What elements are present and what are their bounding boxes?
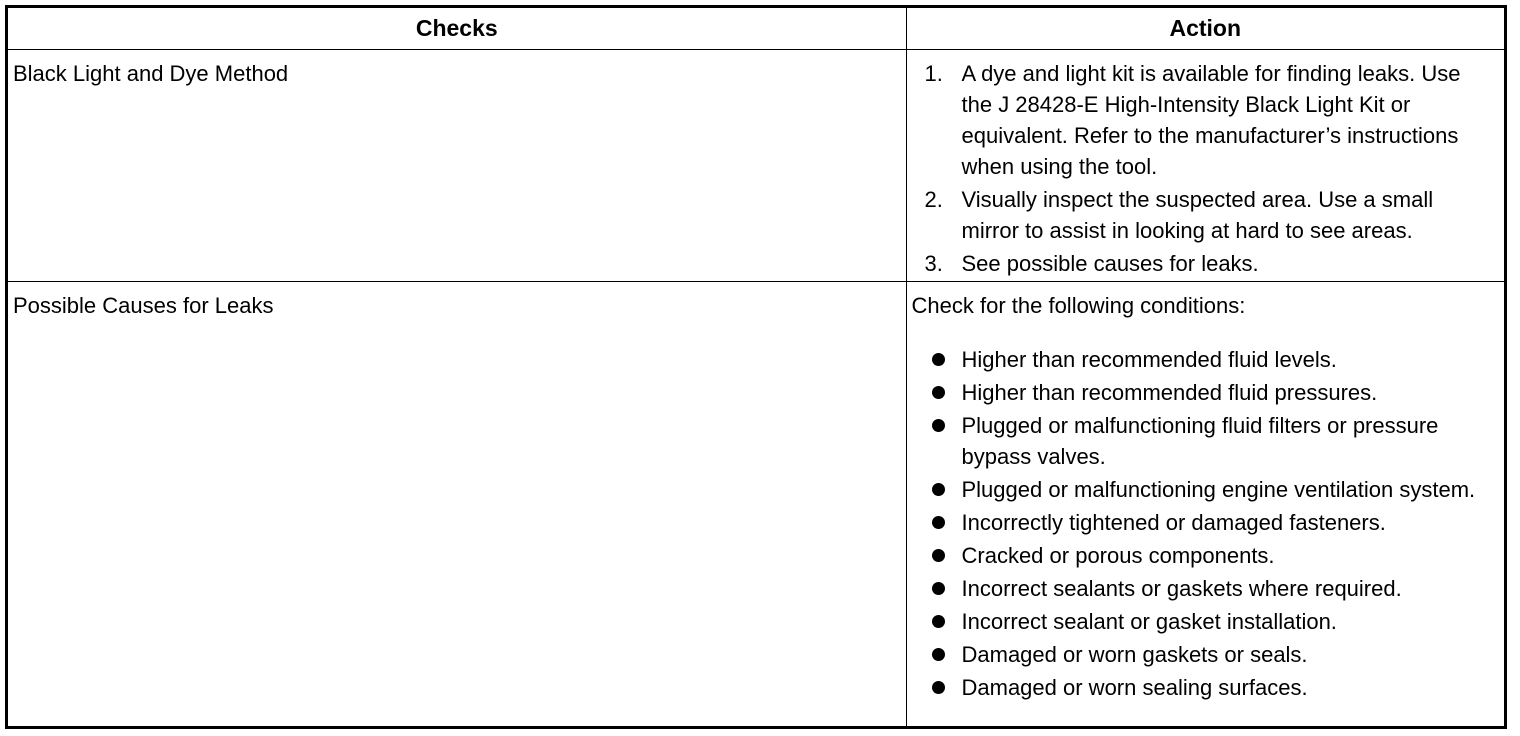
list-item: [912, 474, 1497, 505]
bullet-text: Damaged or worn sealing surfaces.: [961, 674, 1308, 700]
list-item: [912, 410, 1497, 472]
check-cell: [8, 49, 906, 281]
bullet-text: Plugged or malfunctioning engine ventilation system.: [961, 476, 1476, 502]
step-number: 3.: [924, 250, 943, 276]
step-text: A dye and light kit is available for finding leaks. Use the J 28428-E High-Intensity Black Light Kit or equivalent. Refer to the manufacturer’s instructions when using the tool.: [961, 60, 1461, 179]
table-row: [8, 281, 1504, 726]
bullet-text: Higher than recommended fluid pressures.: [961, 379, 1378, 405]
bullet-icon: [932, 681, 945, 694]
bullet-icon: [932, 648, 945, 661]
step-number: 2.: [924, 186, 943, 212]
list-item: [912, 248, 1497, 279]
list-item: [912, 606, 1497, 637]
list-item: [912, 58, 1497, 182]
bullet-icon: [932, 582, 945, 595]
bullet-icon: [932, 419, 945, 432]
bullet-text: Plugged or malfunctioning fluid filters or pressure bypass valves.: [961, 412, 1439, 469]
bullet-text: Incorrect sealant or gasket installation.: [961, 608, 1337, 634]
list-item: [912, 377, 1497, 408]
check-cell: [8, 281, 906, 726]
column-header-checks: Checks: [8, 8, 906, 49]
bullet-icon: [932, 549, 945, 562]
bullet-icon: [932, 516, 945, 529]
bullet-icon: [932, 386, 945, 399]
list-item: [912, 540, 1497, 571]
table-header-row: [8, 8, 1504, 49]
step-text: See possible causes for leaks.: [961, 250, 1259, 276]
step-number: 1.: [924, 60, 943, 86]
check-label: Black Light and Dye Method: [13, 60, 289, 86]
bullet-icon: [932, 353, 945, 366]
numbered-step-list: [912, 58, 1497, 279]
action-cell: [906, 281, 1504, 726]
bullet-text: Higher than recommended fluid levels.: [961, 346, 1337, 372]
list-item: [912, 672, 1497, 703]
leak-diagnosis-table-frame: [5, 5, 1507, 729]
bullet-icon: [932, 615, 945, 628]
check-label: Possible Causes for Leaks: [13, 292, 274, 318]
action-cell: [906, 49, 1504, 281]
leak-diagnosis-table: [8, 8, 1504, 726]
list-item: [912, 639, 1497, 670]
list-item: [912, 344, 1497, 375]
bullet-icon: [932, 483, 945, 496]
bullet-text: Incorrectly tightened or damaged fasteners.: [961, 509, 1386, 535]
bullet-text: Damaged or worn gaskets or seals.: [961, 641, 1308, 667]
list-item: [912, 573, 1497, 604]
list-item: [912, 184, 1497, 246]
conditions-intro: Check for the following conditions:: [911, 292, 1246, 318]
bullet-list: [912, 344, 1497, 703]
bullet-text: Incorrect sealants or gaskets where required.: [961, 575, 1402, 601]
table-row: [8, 49, 1504, 281]
list-item: [912, 507, 1497, 538]
bullet-text: Cracked or porous components.: [961, 542, 1275, 568]
column-header-action: Action: [906, 8, 1504, 49]
step-text: Visually inspect the suspected area. Use a small mirror to assist in looking at hard to see areas.: [961, 186, 1434, 243]
